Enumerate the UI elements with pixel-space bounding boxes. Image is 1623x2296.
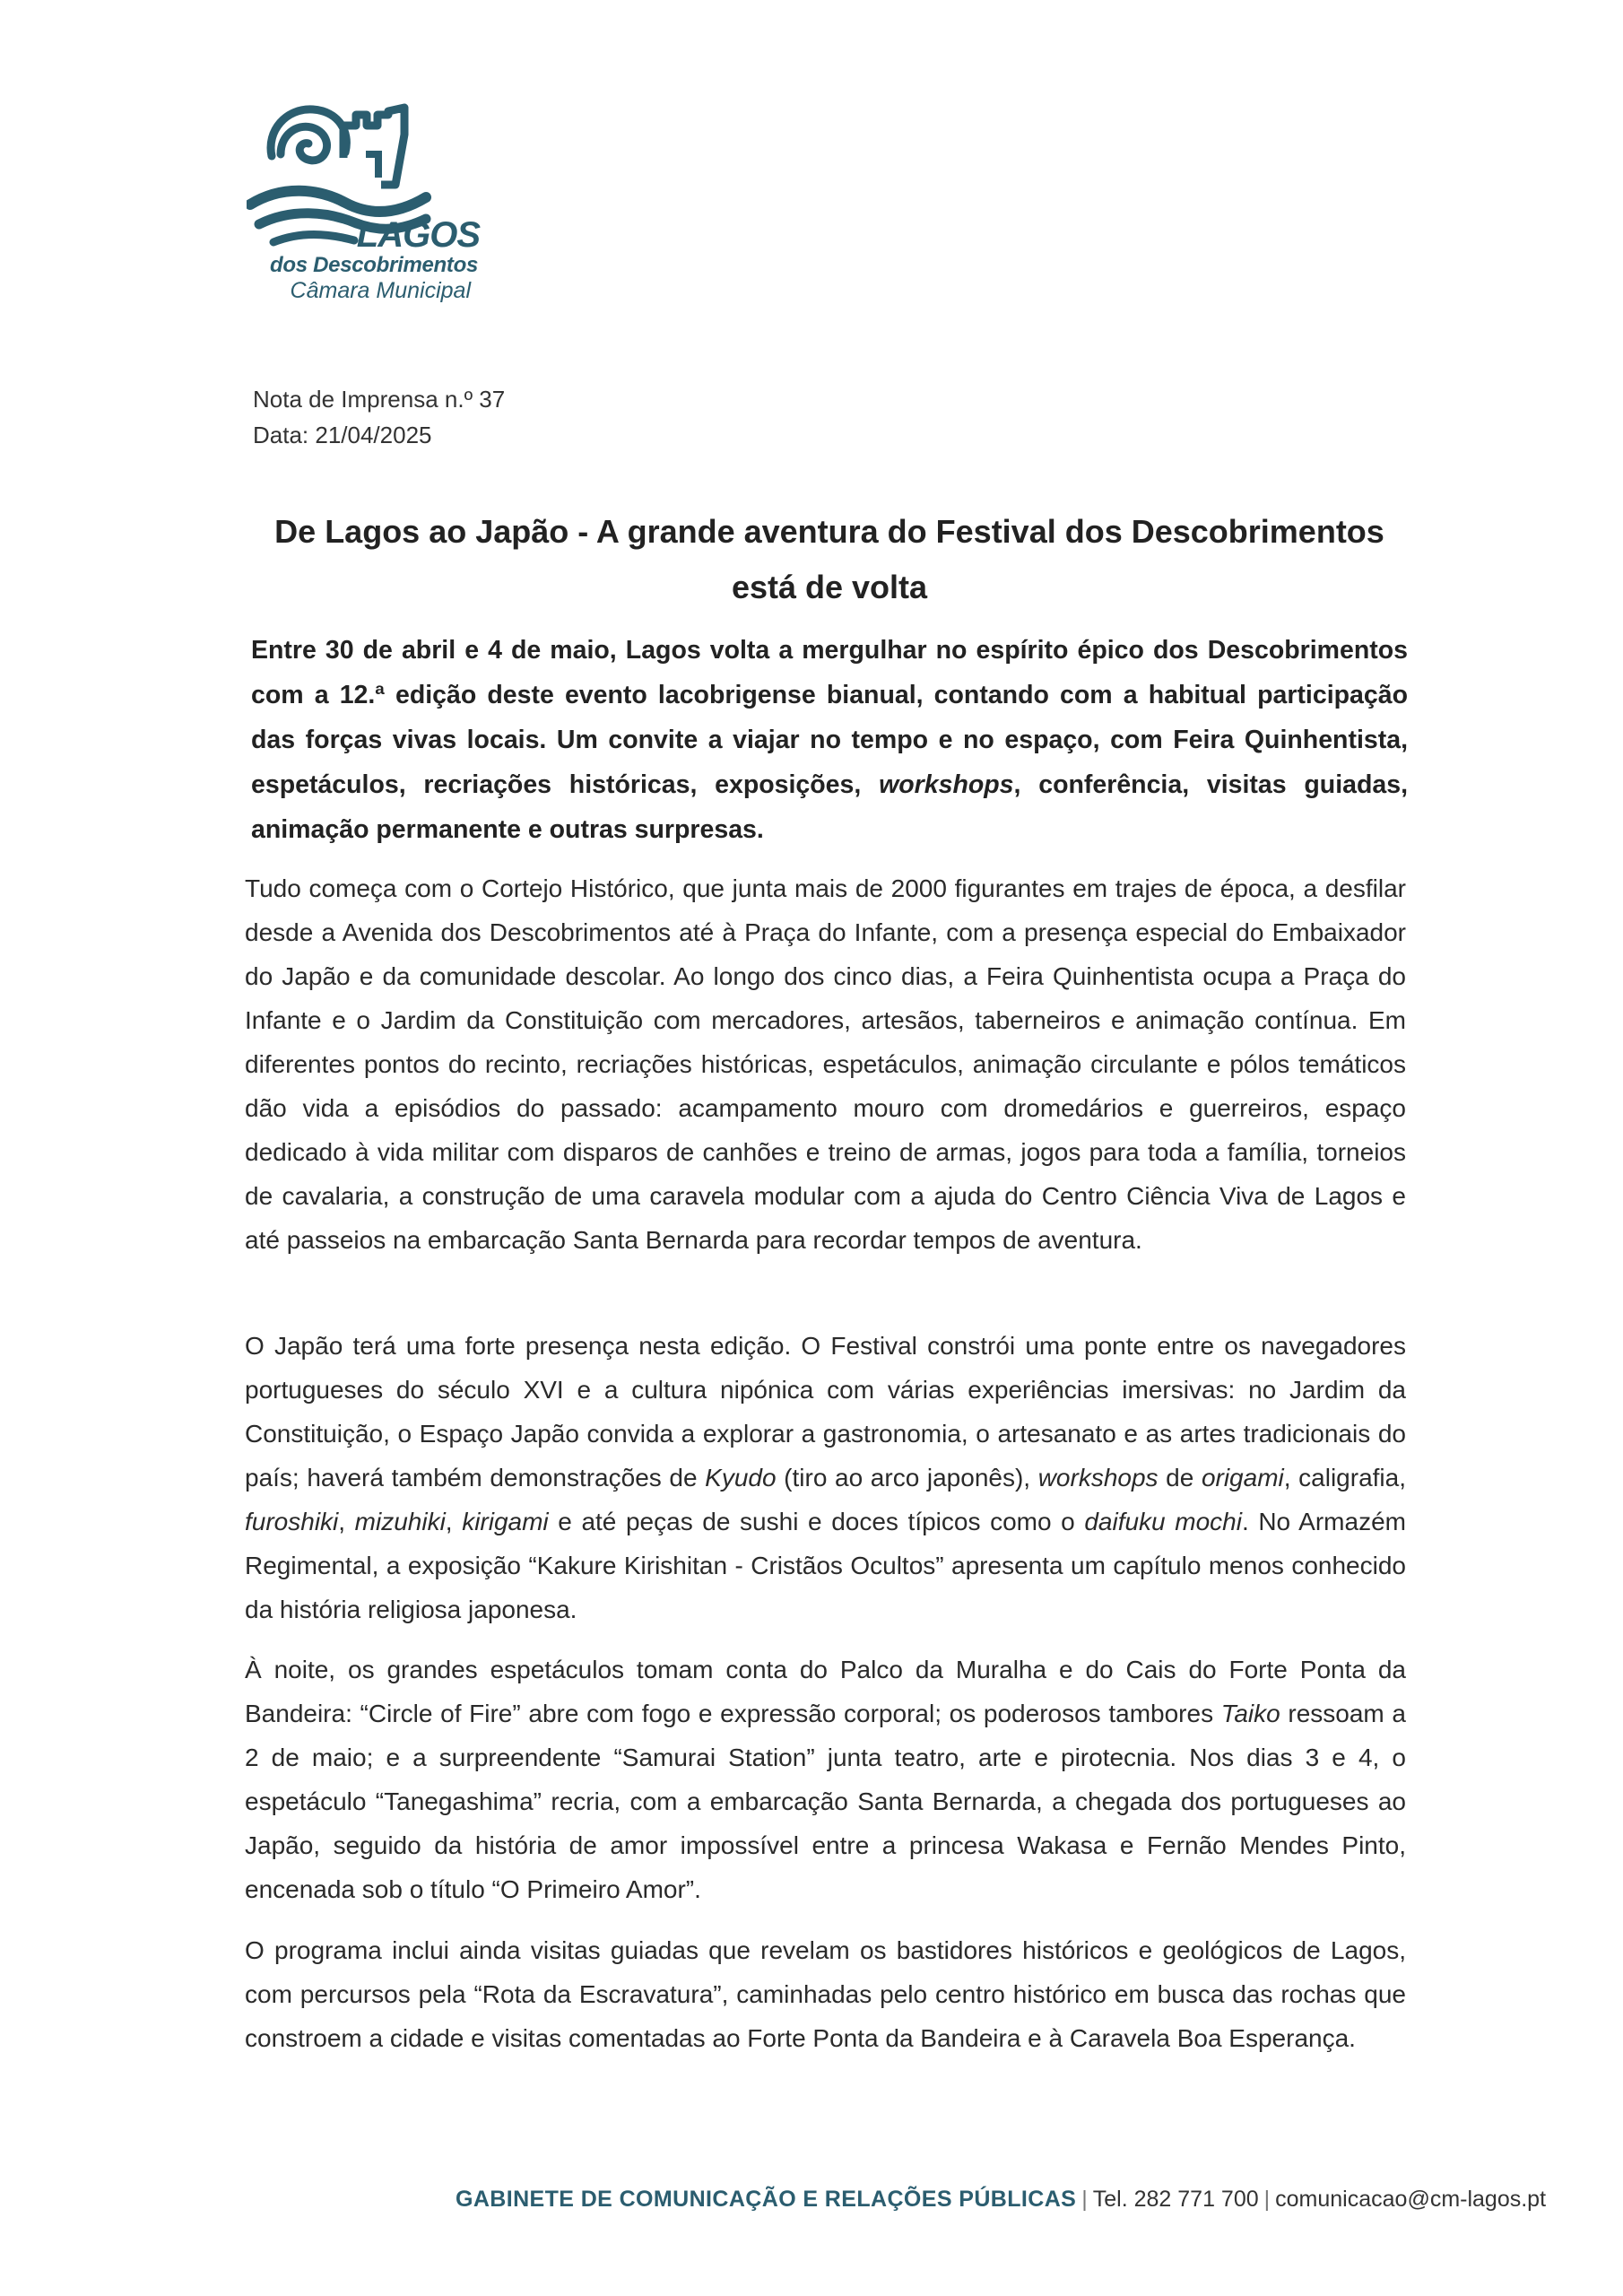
italic-term: daifuku mochi [1084, 1508, 1242, 1535]
text: de [1158, 1464, 1202, 1492]
italic-term: origami [1201, 1464, 1284, 1492]
footer-separator: | [1263, 2187, 1271, 2212]
press-note-number: Nota de Imprensa n.º 37 [253, 386, 506, 413]
text: , [338, 1508, 355, 1535]
text: e até peças de sushi e doces típicos como o [548, 1508, 1085, 1535]
logo-name: LAGOS [356, 215, 480, 255]
text: , [445, 1508, 463, 1535]
footer-email[interactable]: comunicacao@cm-lagos.pt [1275, 2187, 1547, 2212]
footer-separator: | [1081, 2187, 1088, 2212]
text: . No Armazém Regimental, a exposição “Kakure Kirishitan - Cristãos Ocultos” apresenta um capítulo menos conhecido da história religiosa japonesa. [245, 1508, 1406, 1623]
italic-term: furoshiki [245, 1508, 339, 1535]
logo-subtitle: dos Descobrimentos [270, 253, 478, 277]
text: ressoam a 2 de maio; e a surpreendente “Samurai Station” junta teatro, arte e pirotecnia. Nos dias 3 e 4, o espetáculo “Tanegashima” recria, com a embarcação Santa Bernarda, a chegada dos portugueses ao Japão, seguido da história de amor impossível entre a princesa Wakasa e Fernão Mendes Pinto, encenada sob o título “O Primeiro Amor”. [245, 1700, 1407, 1903]
title-line-2: está de volta [731, 569, 928, 605]
title-line-1: De Lagos ao Japão - A grande aventura do Festival dos Descobrimentos [274, 513, 1384, 550]
text: (tiro ao arco japonês), [776, 1464, 1038, 1492]
text: O Japão terá uma forte presença nesta edição. O Festival constrói uma ponte entre os navegadores portugueses do século XVI e a cultura nipónica com várias experiências imersivas: no Jardim da Constituição, o Espaço Japão convida a explorar a gastronomia, o artesanato e as artes tradicionais do país; haverá também demonstrações de [245, 1332, 1406, 1492]
paragraph-cortejo: Tudo começa com o Cortejo Histórico, que junta mais de 2000 figurantes em trajes de época, a desfilar desde a Avenida dos Descobrimentos até à Praça do Infante, com a presença especial do Embaixador do Japão e da comunidade descolar. Ao longo dos cinco dias, a Feira Quinhentista ocupa a Praça do Infante e o Jardim da Constituição com mercadores, artesãos, taberneiros e animação contínua. Em diferentes pontos do recinto, recriações históricas, espetáculos, animação circulante e pólos temáticos dão vida a episódios do passado: acampamento mouro com dromedários e guerreiros, espaço dedicado à vida militar com disparos de canhões e treino de armas, jogos para toda a família, torneios de cavalaria, a construção de uma caravela modular com a ajuda do Centro Ciência Viva de Lagos e até passeios na embarcação Santa Bernarda para recordar tempos de aventura. [245, 874, 1406, 1254]
lagos-logo [247, 99, 489, 309]
italic-term: kirigami [462, 1508, 549, 1535]
italic-term: Kyudo [705, 1464, 777, 1492]
text: , caligrafia, [1283, 1464, 1406, 1492]
press-meta [253, 381, 505, 453]
logo-organization: Câmara Municipal [290, 278, 471, 303]
footer [456, 2187, 1546, 2213]
footer-phone: Tel. 282 771 700 [1092, 2187, 1259, 2212]
italic-term: mizuhiki [354, 1508, 446, 1535]
italic-term: workshops [1037, 1464, 1159, 1492]
footer-department: GABINETE DE COMUNICAÇÃO E RELAÇÕES PÚBLICAS [456, 2187, 1077, 2212]
lead-text: Entre 30 de abril e 4 de maio, Lagos volta a mergulhar no espírito épico dos Descobrimentos com a 12.ª edição deste evento lacobrigense bianual, contando com a habitual participação das forças vivas locais. Um convite a viajar no tempo e no espaço, com Feira Quinhentista, espetáculos, recriações históricas, exposições, [251, 636, 1408, 799]
paragraph-japao [245, 1324, 1406, 1631]
italic-term: Taiko [1220, 1700, 1280, 1727]
press-date: Data: 21/04/2025 [253, 422, 432, 448]
lead-italic-workshops: workshops [879, 770, 1014, 799]
text: À noite, os grandes espetáculos tomam conta do Palco da Muralha e do Cais do Forte Ponta da Bandeira: “Circle of Fire” abre com fogo e expressão corporal; os poderosos tambores [245, 1656, 1406, 1727]
lead-paragraph [251, 628, 1408, 852]
paragraph-espetaculos [245, 1648, 1406, 1911]
page-title [251, 504, 1408, 615]
lead-text-end: , conferência, visitas guiadas, animação permanente e outras surpresas. [251, 770, 1408, 844]
paragraph-visitas: O programa inclui ainda visitas guiadas que revelam os bastidores históricos e geológicos de Lagos, com percursos pela “Rota da Escravatura”, caminhadas pelo centro histórico em busca das rochas que constroem a cidade e visitas comentadas ao Forte Ponta da Bandeira e à Caravela Boa Esperança. [245, 1936, 1406, 2052]
